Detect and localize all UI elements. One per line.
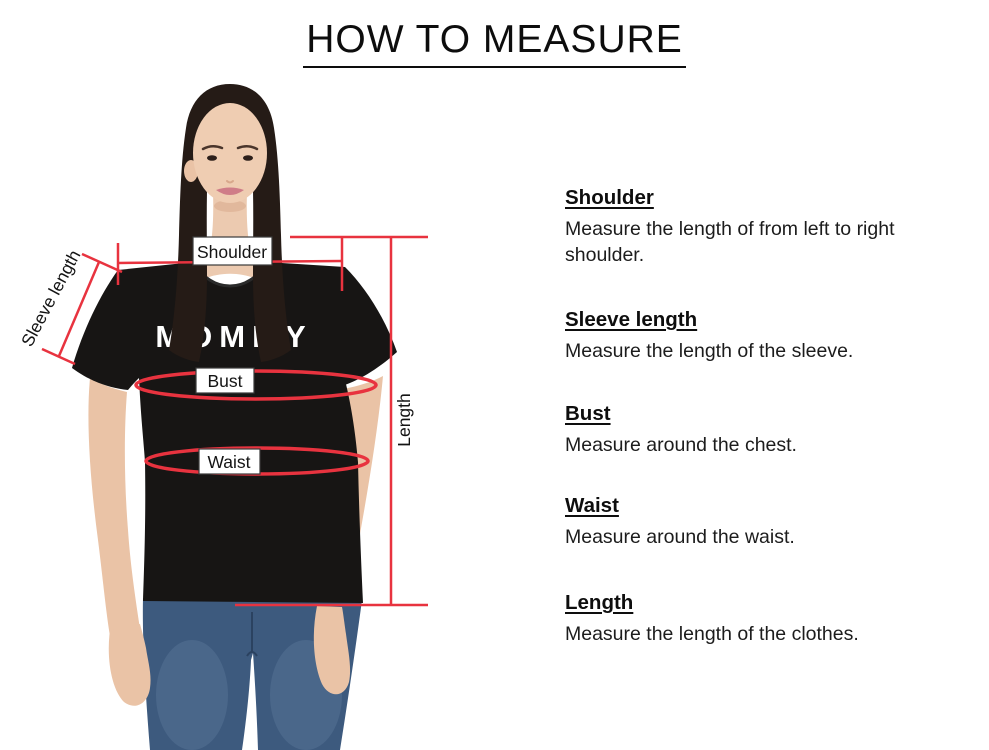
- jeans-highlight-left: [156, 640, 228, 750]
- instruction-bust-heading: Bust: [565, 402, 611, 425]
- measurement-diagram: [0, 60, 470, 750]
- instruction-waist-heading: Waist: [565, 494, 619, 517]
- waist-label: Waist: [207, 452, 251, 472]
- sleeve-length-label: Sleeve length: [16, 246, 85, 350]
- left-eye: [207, 155, 217, 161]
- instruction-sleeve-length-body: Measure the length of the sleeve.: [565, 340, 854, 362]
- instruction-waist: [565, 494, 937, 550]
- instruction-shoulder-heading: Shoulder: [565, 186, 654, 209]
- shirt-print-text: MOMMY: [155, 319, 313, 354]
- instruction-waist-body: Measure around the waist.: [565, 526, 795, 548]
- sleeve-tick-top: [82, 254, 122, 272]
- right-eye: [243, 155, 253, 161]
- instruction-sleeve-length-heading: Sleeve length: [565, 308, 698, 331]
- instruction-shoulder: [565, 186, 937, 268]
- bust-label: Bust: [207, 371, 243, 391]
- instruction-sleeve-length: [565, 308, 937, 364]
- instruction-bust: [565, 402, 937, 458]
- instruction-length-body: Measure the length of the clothes.: [565, 623, 859, 645]
- instruction-bust-body: Measure around the chest.: [565, 434, 797, 456]
- left-forearm: [88, 378, 140, 636]
- sleeve-tick-bottom: [42, 349, 75, 364]
- length-label: Length: [394, 393, 414, 447]
- instruction-length: [565, 591, 937, 647]
- instruction-shoulder-body: Measure the length of from left to right shoulder.: [565, 218, 895, 266]
- page-title: HOW TO MEASURE: [303, 18, 686, 68]
- instruction-length-heading: Length: [565, 591, 634, 614]
- shoulder-label: Shoulder: [196, 242, 268, 262]
- model-illustration: [72, 84, 397, 750]
